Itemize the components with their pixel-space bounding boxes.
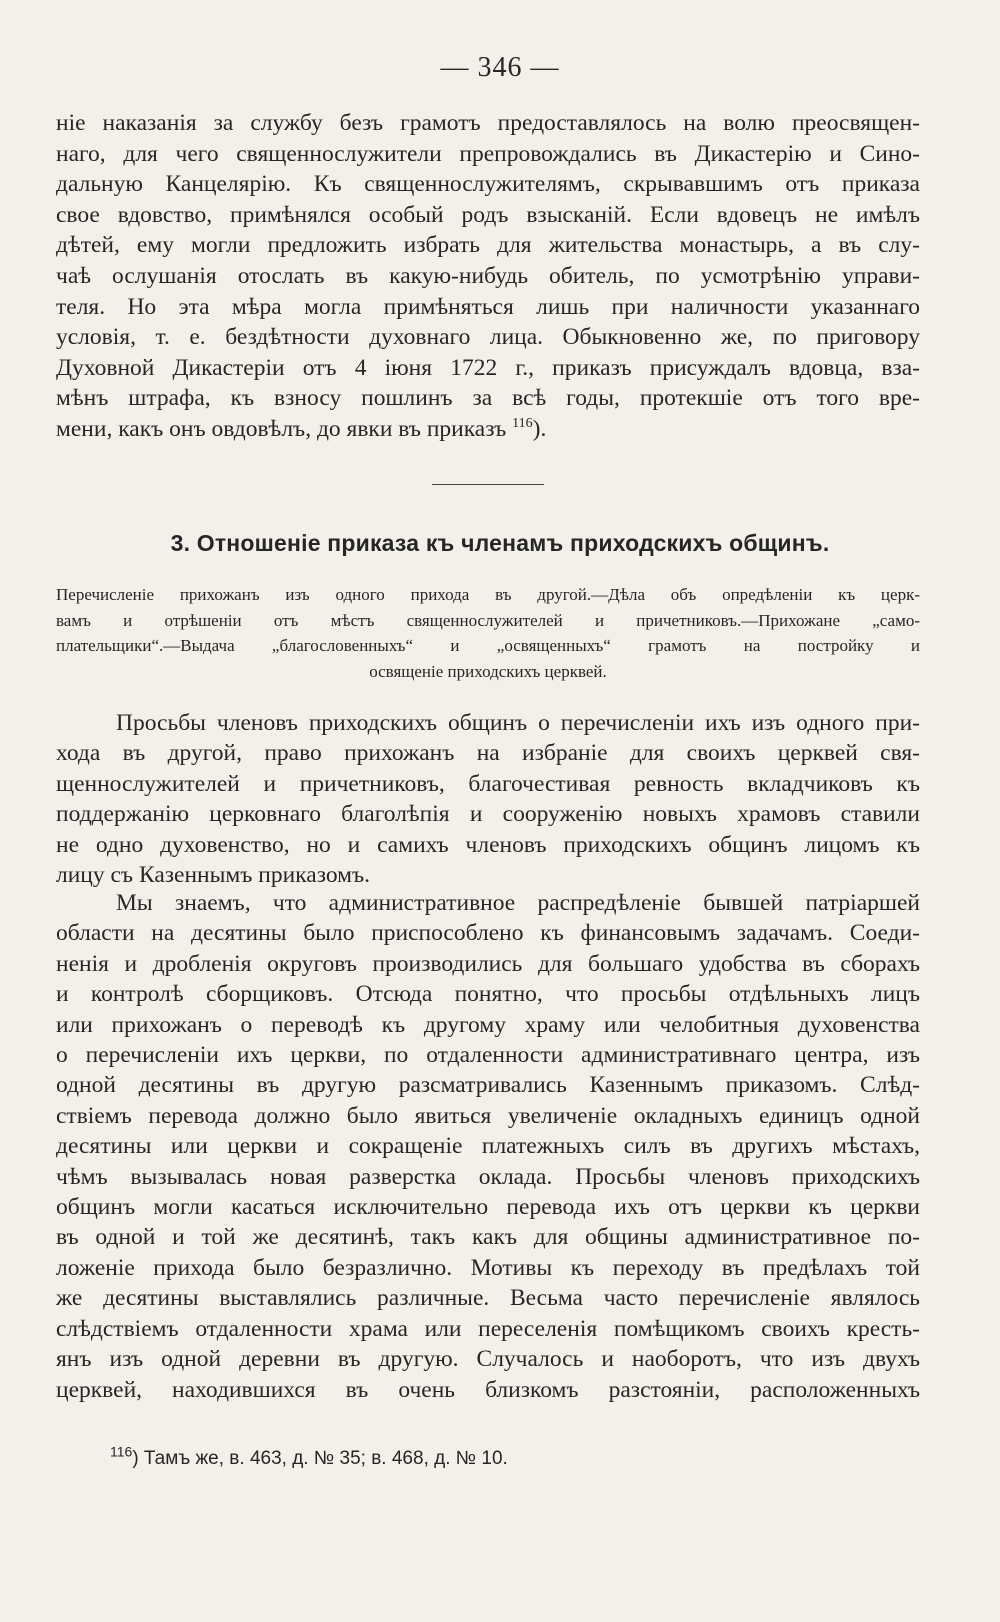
footnote-reference[interactable]: 116 (512, 416, 533, 432)
text-line: же десятины выставлялись различные. Весьма часто перечисленіе являлось (56, 1285, 920, 1312)
text-line: лицу съ Казеннымъ приказомъ. (56, 862, 371, 889)
text-line: мѣнъ штрафа, къ взносу пошлинъ за всѣ годы, протекшіе отъ того вре- (56, 385, 920, 412)
text-line: теля. Но эта мѣра могла примѣняться лишь при наличности указаннаго (56, 293, 920, 320)
text-fragment: мени, какъ онъ овдовѣлъ, до явки въ приказъ (56, 415, 507, 442)
footnote (110, 1443, 508, 1470)
text-line: десятины или церкви и сокращеніе платежныхъ силъ въ другихъ мѣстахъ, (56, 1133, 920, 1160)
text-line: наго, для чего священнослужители препровождались въ Дикастерію и Сино- (56, 140, 920, 167)
text-line: ненія и дробленія округовъ производились для большаго удобства въ сборахъ (56, 950, 920, 977)
text-line-last (56, 414, 920, 445)
summary-line: Перечисленіе прихожанъ изъ одного прихода въ другой.—Дѣла объ опредѣленіи къ церк- (56, 585, 920, 604)
text-fragment: ). (532, 415, 547, 442)
text-line: поддержанію церковнаго благолѣпія и сооруженію новыхъ храмовъ ставили (56, 801, 920, 828)
paragraph-1 (56, 108, 920, 445)
text-line: не одно духовенство, но и самихъ членовъ приходскихъ общинъ лицомъ къ (56, 831, 920, 858)
text-line: ніе наказанія за службу безъ грамотъ предоставлялось на волю преосвящен- (56, 110, 920, 136)
text-line: янъ изъ одной деревни въ другую. Случалось и наоборотъ, что изъ двухъ (56, 1346, 920, 1373)
text-line: слѣдствіемъ отдаленности храма или переселенія помѣщикомъ своихъ кресть- (56, 1315, 920, 1342)
text-line: и контролѣ сборщиковъ. Отсюда понятно, что просьбы отдѣльныхъ лицъ (56, 981, 920, 1008)
section-divider (432, 484, 544, 485)
text-line: одной десятины въ другую разсматривались Казеннымъ приказомъ. Слѣд- (56, 1072, 920, 1099)
paragraph-2 (56, 708, 920, 890)
text-line: общинъ могли касаться исключительно перевода ихъ отъ церкви къ церкви (56, 1194, 920, 1221)
section-summary (56, 582, 920, 684)
section-title: 3. Отношеніе приказа къ членамъ приходскихъ общинъ. (170, 530, 830, 556)
summary-line: плательщики“.—Выдача „благословенныхъ“ и „освященныхъ“ грамотъ на постройку и (56, 636, 920, 655)
text-line: дѣтей, ему могли предложить избрать для жительства монастырь, а въ слу- (56, 232, 920, 259)
text-line: Духовной Дикастеріи отъ 4 іюня 1722 г., приказъ присуждалъ вдовца, вза- (56, 354, 920, 381)
text-line: или прихожанъ о переводѣ къ другому храму или челобитныя духовенства (56, 1011, 920, 1038)
text-line: чѣмъ вызывалась новая разверстка оклада. Просьбы членовъ приходскихъ (56, 1163, 920, 1190)
text-line: хода въ другой, право прихожанъ на избраніе для своихъ церквей свя- (56, 740, 920, 767)
text-line: дальную Канцелярію. Къ священнослужителямъ, скрывавшимъ отъ приказа (56, 171, 920, 198)
text-line: условія, т. е. бездѣтности духовнаго лица. Обыкновенно же, по приговору (56, 324, 920, 351)
text-line: чаѣ ослушанія отослать въ какую-нибудь обитель, по усмотрѣнію управи- (56, 262, 920, 289)
text-line: въ одной и той же десятинѣ, такъ какъ для общины административное по- (56, 1224, 920, 1251)
footnote-text: ) Тамъ же, в. 463, д. № 35; в. 468, д. № 10. (132, 1448, 508, 1469)
text-line: ложеніе прихода было безразлично. Мотивы къ переходу въ предѣлахъ той (56, 1254, 920, 1281)
text-line: Мы знаемъ, что административное распредѣленіе бывшей патріаршей (116, 890, 920, 916)
page-number: — 346 — (440, 52, 560, 83)
text-line: Просьбы членовъ приходскихъ общинъ о перечисленіи ихъ изъ одного при- (116, 710, 920, 736)
text-line: церквей, находившихся въ очень близкомъ разстояніи, расположенныхъ (56, 1376, 920, 1403)
text-line: щеннослужителей и причетниковъ, благочестивая ревность вкладчиковъ къ (56, 770, 920, 797)
text-line: о перечисленіи ихъ церкви, по отдаленности административнаго центра, изъ (56, 1042, 920, 1069)
text-line: ствіемъ перевода должно было явиться увеличеніе окладныхъ единицъ одной (56, 1102, 920, 1129)
summary-line: вамъ и отрѣшеніи отъ мѣстъ священнослужителей и причетниковъ.—Прихожане „само- (56, 610, 920, 630)
text-line: области на десятины было приспособлено къ финансовымъ задачамъ. Соеди- (56, 920, 920, 947)
text-line: свое вдовство, примѣнялся особый родъ взысканій. Если вдовецъ не имѣлъ (56, 201, 920, 228)
summary-line: освященіе приходскихъ церквей. (369, 661, 607, 681)
paragraph-3 (56, 888, 920, 1405)
footnote-mark: 116 (110, 1443, 133, 1460)
